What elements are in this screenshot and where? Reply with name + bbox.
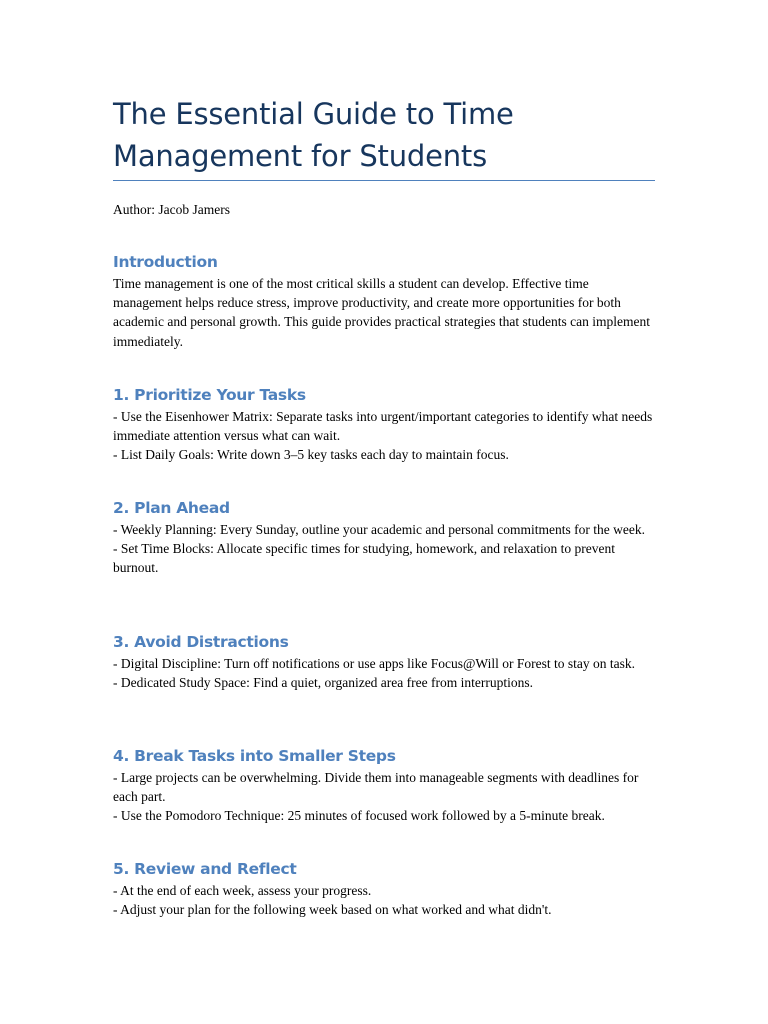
section-heading: 2. Plan Ahead — [113, 499, 230, 517]
section-heading: 3. Avoid Distractions — [113, 633, 289, 651]
section-avoid-distractions — [113, 631, 655, 692]
section-plan-ahead — [113, 497, 655, 578]
section-line: - At the end of each week, assess your progress. — [113, 883, 372, 898]
section-heading: Introduction — [113, 253, 218, 271]
document-title — [113, 93, 655, 177]
section-heading: 4. Break Tasks into Smaller Steps — [113, 747, 396, 765]
section-line: - Digital Discipline: Turn off notifications or use apps like Focus@Will or Forest to stay on task. — [113, 656, 635, 671]
title-line-1: The Essential Guide to Time — [113, 97, 514, 131]
section-prioritize — [113, 384, 655, 465]
section-introduction — [113, 251, 655, 351]
section-line: - Weekly Planning: Every Sunday, outline your academic and personal commitments for the week. — [113, 522, 646, 537]
section-line: - Use the Eisenhower Matrix: Separate tasks into urgent/important categories to identify what needs immediate attention versus what can wait. — [113, 409, 653, 444]
section-heading: 1. Prioritize Your Tasks — [113, 386, 306, 404]
section-heading: 5. Review and Reflect — [113, 860, 297, 878]
section-line: - Set Time Blocks: Allocate specific times for studying, homework, and relaxation to prevent burnout. — [113, 541, 616, 576]
section-line: - Use the Pomodoro Technique: 25 minutes of focused work followed by a 5-minute break. — [113, 808, 605, 824]
author-line: Author: Jacob Jamers — [113, 202, 230, 217]
section-line: - Dedicated Study Space: Find a quiet, organized area free from interruptions. — [113, 675, 533, 691]
section-break-tasks — [113, 745, 655, 826]
title-divider — [113, 180, 655, 181]
section-line: - List Daily Goals: Write down 3–5 key tasks each day to maintain focus. — [113, 447, 509, 463]
title-line-2: Management for Students — [113, 139, 488, 173]
section-paragraph: Time management is one of the most critical skills a student can develop. Effective time management helps reduce stress, improve productivity, and create more opportunities for both academic and personal growth. This guide provides practical strategies that students can implement immediately. — [113, 276, 650, 349]
section-line: - Large projects can be overwhelming. Divide them into manageable segments with deadlines for each part. — [113, 770, 639, 805]
section-review-reflect — [113, 858, 655, 919]
section-line: - Adjust your plan for the following week based on what worked and what didn't. — [113, 902, 552, 918]
